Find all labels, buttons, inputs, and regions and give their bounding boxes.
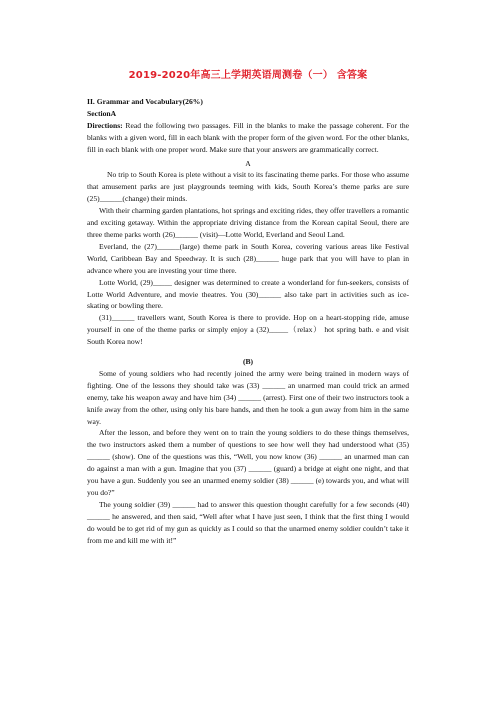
- passage-a-paragraph: (31)______ travellers want, South Korea is there to provide. Hop on a heart-stopping ride, amuse yourself in one of the theme parks or simply enjoy a (32)_____（relax） hot spring bath. e and visit South Korea now!: [87, 313, 409, 347]
- passage-a-paragraph: With their charming garden plantations, hot springs and exciting rides, they offer travellers a romantic and exciting getaway. Within the appropriate driving distance from the Korean capital Seoul, there are three theme parks worth (26)______ (visit)—Lotte World, Everland and Seoul Land.: [87, 206, 409, 239]
- page-title: 2019-2020年高三上学期英语周测卷（一） 含答案: [128, 70, 368, 81]
- passage-b-label: (B): [242, 357, 254, 367]
- directions-label: Directions:: [87, 120, 123, 130]
- passage-b-paragraph: The young soldier (39) ______ had to answer this question thought carefully for a few seconds (40) ______ he answered, and then said, “Well after what I have just seen, I think that the first thing I would do would be to get rid of my gun as quickly as I could so that the unarmed enemy soldier couldn’t take it from me and kill me with it!”: [87, 499, 409, 545]
- directions-text: Read the following two passages. Fill in the blanks to make the passage coherent. For the blanks with a given word, fill in each blank with the proper form of the given word. For the other blanks, fill in each blank with one proper word. Make sure that your answers are grammatically correct.: [87, 120, 409, 154]
- passage-a-paragraph: Everland, the (27)______(large) theme park in South Korea, covering various areas like Festival World, Caribbean Bay and Speedway. It is such (28)______ huge park that you will have to plan in advance where you are investing your time there.: [87, 241, 409, 275]
- section-a-heading: SectionA: [87, 108, 117, 118]
- passage-a-label: A: [245, 158, 251, 168]
- passage-a-paragraph: No trip to South Korea is plete without a visit to its fascinating theme parks. For those who assume that amusement parks are just playgrounds teeming with kids, South Korea’s theme parks are sure (25)______(change) their minds.: [87, 170, 409, 204]
- document-body: [87, 96, 409, 547]
- section-heading: II. Grammar and Vocabulary(26%): [87, 97, 203, 106]
- passage-b-paragraph: After the lesson, and before they went on to train the young soldiers to do these things themselves, the two instructors asked them a number of questions to see how well they had understood what (35) ______ (show). One of the questions was this, “Well, you now know (36) ______ an unarmed man can do against a man with a gun. Imagine that you (37) ______ (guard) a bridge at eight one night, and that you have a gun. Suddenly you see an unarmed enemy soldier (38) ______ (e) towards you, and what will you do?”: [87, 428, 409, 497]
- passage-a-paragraph: Lotte World, (29)_____ designer was determined to create a wonderland for fun-seekers, consists of Lotte World Adventure, and movie theatres. You (30)______ also take part in activities such as ice-skating or bowling there.: [87, 277, 409, 311]
- directions-paragraph: [87, 120, 409, 156]
- passage-b-paragraph: Some of young soldiers who had recently joined the army were being trained in modern ways of fighting. One of the lessons they should take was (33) ______ an unarmed man could trick an armed enemy, take his weapon away and have him (34) ______ (arrest). First one of their two instructors took a knife away from the other, using only his bare hands, and then he took a gun away from him in the same way.: [87, 368, 409, 426]
